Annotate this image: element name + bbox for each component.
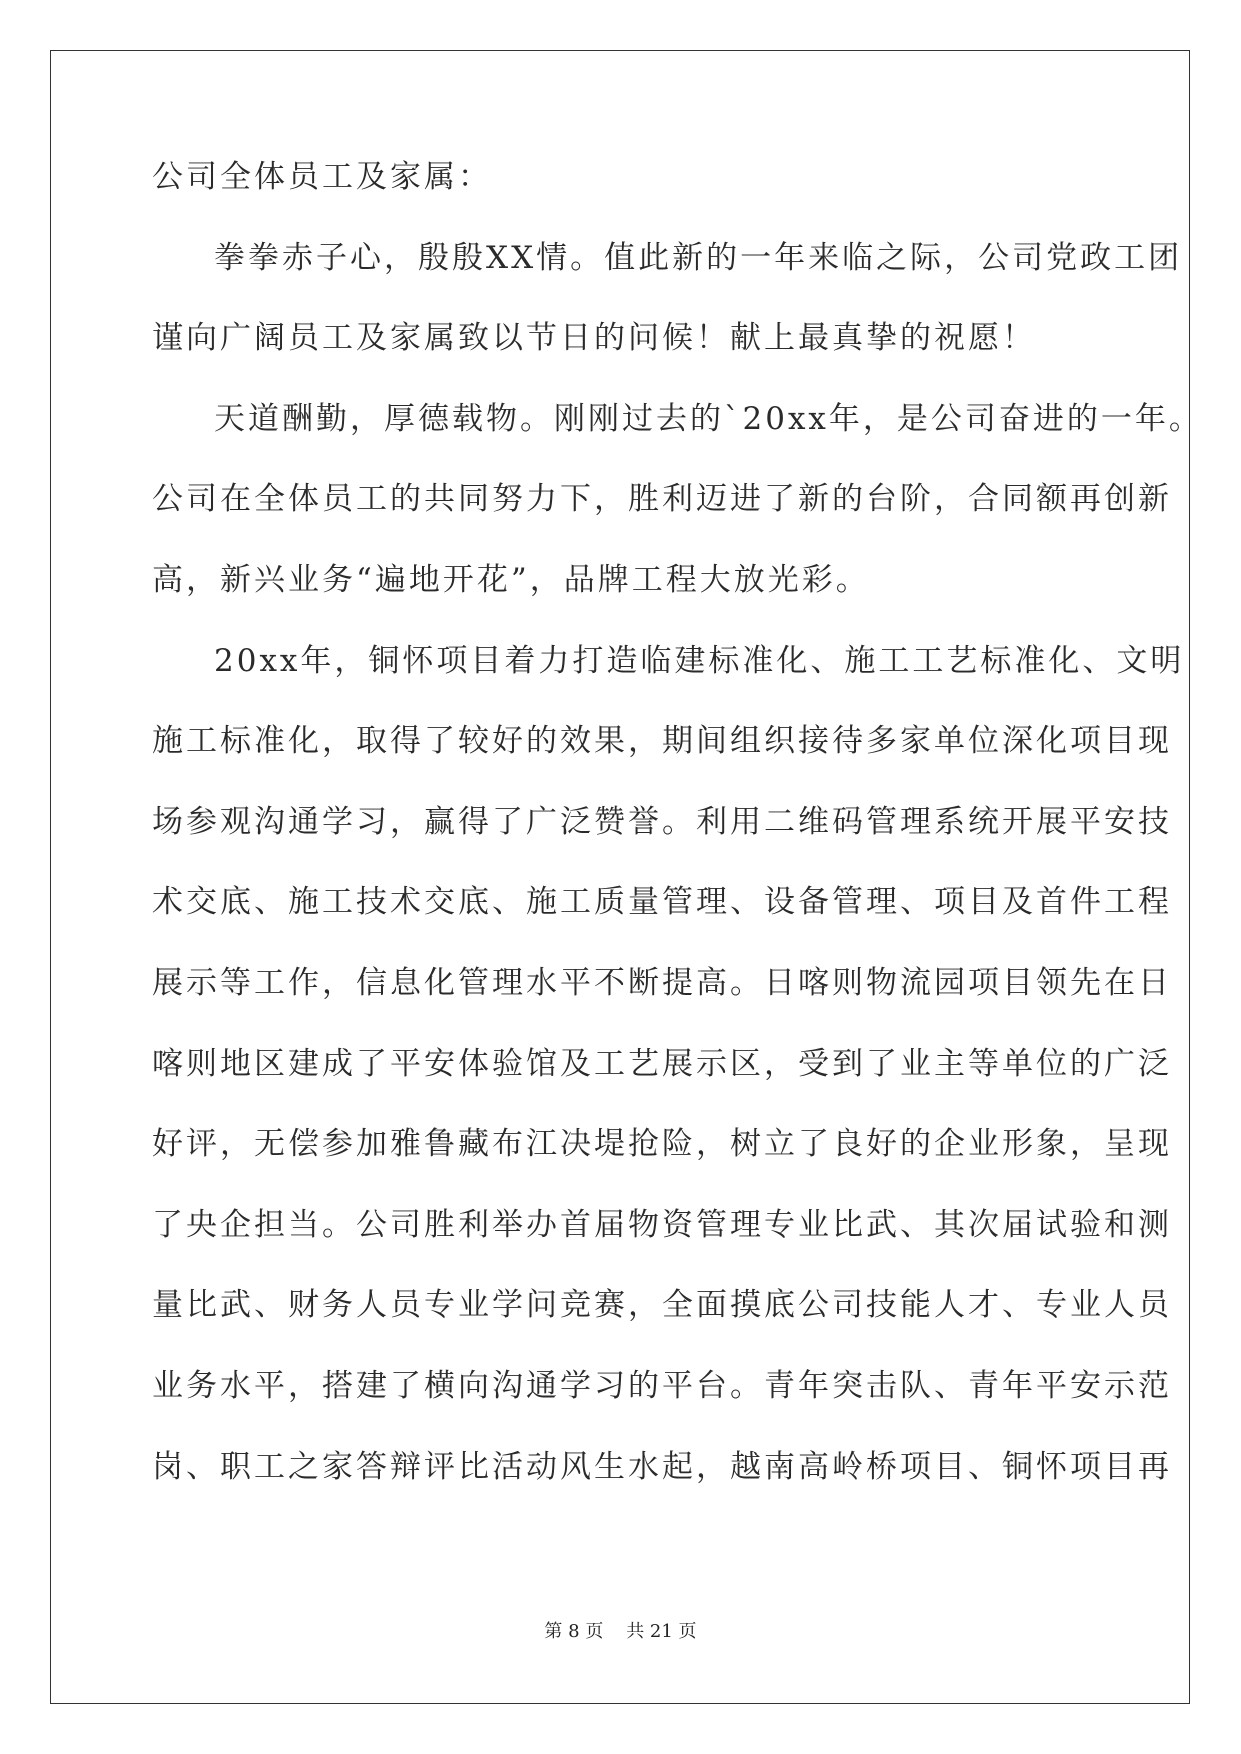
- paragraph-line: 谨向广阔员工及家属致以节日的问候！献上最真挚的祝愿！: [152, 320, 1036, 357]
- paragraph-line: 展示等工作，信息化管理水平不断提高。日喀则物流园项目领先在日: [152, 964, 1172, 1001]
- paragraph-line: 高，新兴业务“遍地开花”，品牌工程大放光彩。: [152, 561, 870, 598]
- paragraph-line: 术交底、施工技术交底、施工质量管理、设备管理、项目及首件工程: [152, 884, 1172, 921]
- paragraph-line: 量比武、财务人员专业学问竞赛，全面摸底公司技能人才、专业人员: [152, 1287, 1172, 1324]
- paragraph-line: 了央企担当。公司胜利举办首届物资管理专业比武、其次届试验和测: [152, 1206, 1172, 1243]
- paragraph-line: 好评，无偿参加雅鲁藏布江决堤抢险，树立了良好的企业形象，呈现: [152, 1126, 1172, 1163]
- document-body: [152, 159, 1203, 1530]
- salutation-line: 公司全体员工及家属：: [152, 159, 492, 195]
- paragraph-line: 施工标准化，取得了较好的效果，期间组织接待多家单位深化项目现: [152, 723, 1172, 760]
- paragraph-line: 岗、职工之家答辩评比活动风生水起，越南高岭桥项目、铜怀项目再: [152, 1448, 1172, 1485]
- paragraph-line: 20xx年，铜怀项目着力打造临建标准化、施工工艺标准化、文明: [214, 642, 1185, 679]
- paragraph-line: 场参观沟通学习，赢得了广泛赞誉。利用二维码管理系统开展平安技: [152, 803, 1172, 840]
- page-number-label: 第 8 页 共 21 页: [544, 1621, 697, 1642]
- paragraph-line: 喀则地区建成了平安体验馆及工艺展示区，受到了业主等单位的广泛: [152, 1045, 1172, 1082]
- paragraph-line: 拳拳赤子心，殷殷XX情。值此新的一年来临之际，公司党政工团: [214, 239, 1183, 276]
- paragraph-line: 业务水平，搭建了横向沟通学习的平台。青年突击队、青年平安示范: [152, 1367, 1172, 1404]
- page-footer: [0, 1621, 1241, 1643]
- paragraph-line: 公司在全体员工的共同努力下，胜利迈进了新的台阶，合同额再创新: [152, 481, 1172, 518]
- paragraph-line: 天道酬勤，厚德载物。刚刚过去的`20xx年，是公司奋进的一年。: [214, 400, 1203, 437]
